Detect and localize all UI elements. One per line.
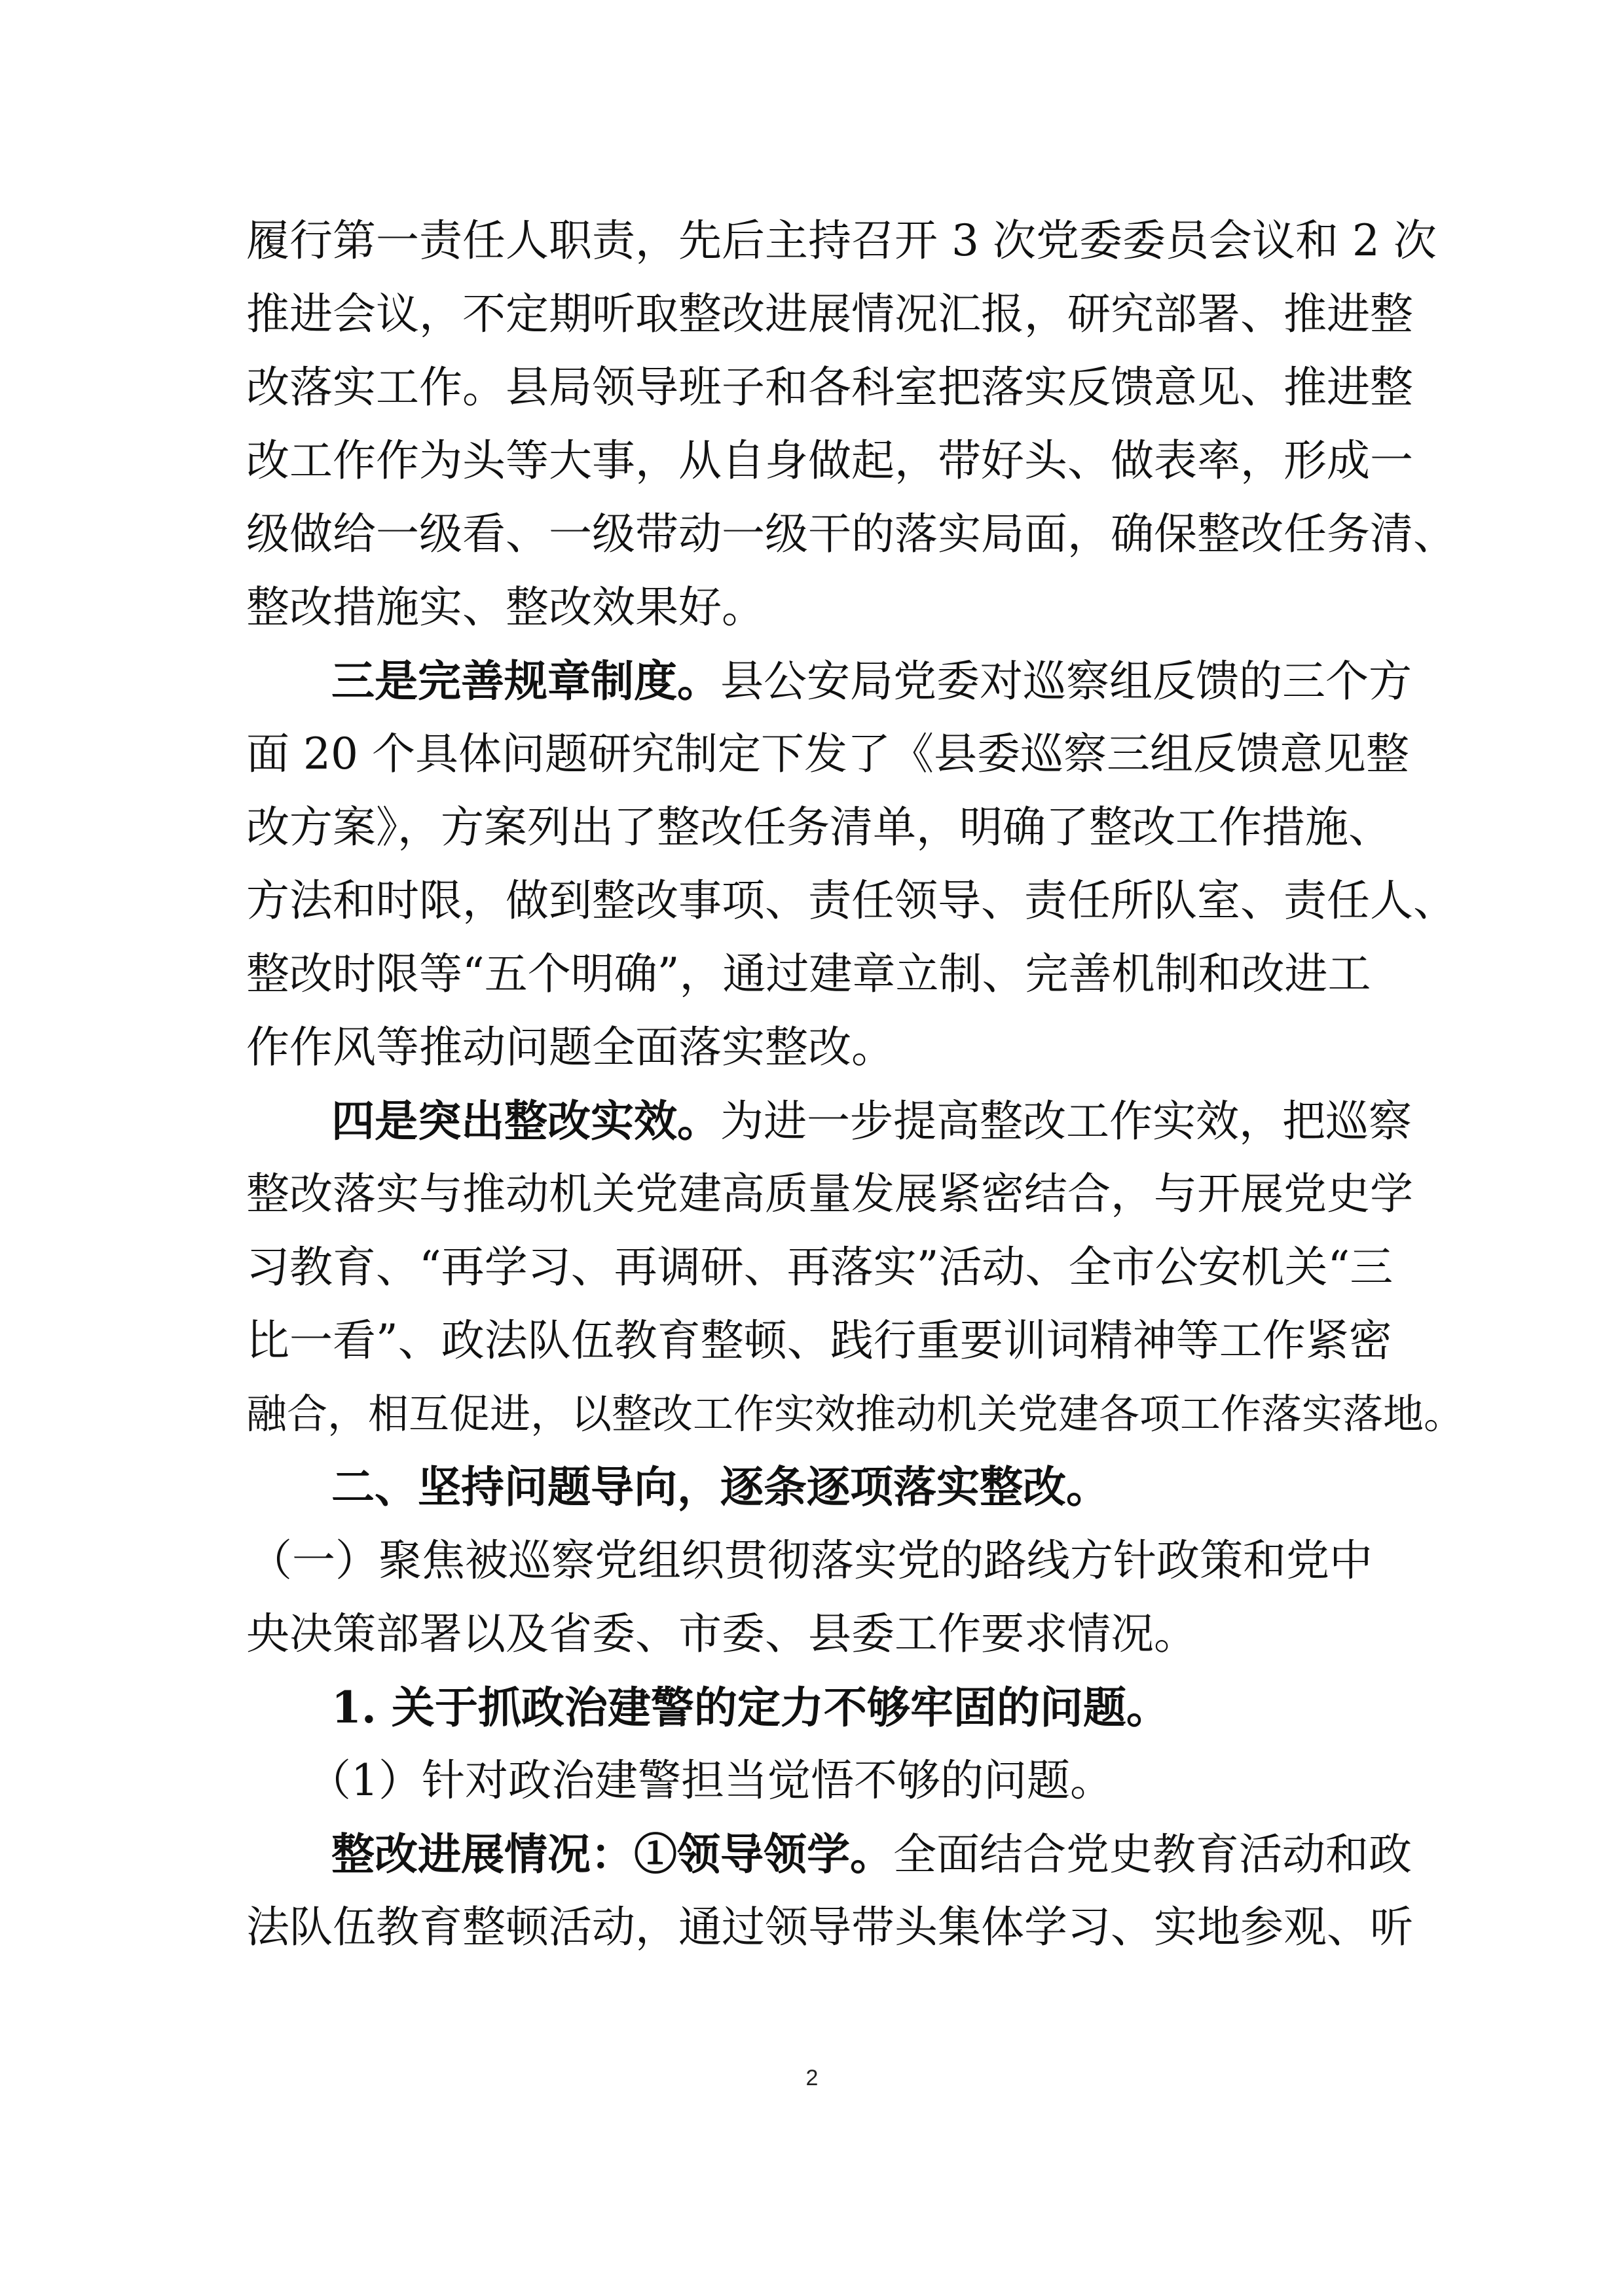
progress-line-1 [331,1828,1412,1881]
paragraph-2-line-5: 整改时限等“五个明确”，通过建章立制、完善机制和改进工 [246,949,1371,999]
paragraph-3-line-2: 整改落实与推动机关党建高质量发展紧密结合，与开展党史学 [246,1169,1413,1219]
progress-line-1-rest: 全面结合党史教育活动和政 [893,1829,1412,1880]
paragraph-2-line-1 [331,655,1412,708]
paragraph-3-line-1-rest: 为进一步提高整改工作实效，把巡察 [720,1096,1412,1146]
paragraph-2-line-3: 改方案》，方案列出了整改任务清单，明确了整改工作措施、 [246,802,1392,852]
paragraph-2-lead: 三是完善规章制度。 [331,655,720,706]
item-1-heading: 1. 关于抓政治建警的定力不够牢固的问题。 [331,1682,1170,1733]
progress-lead: 整改进展情况：①领导领学。 [331,1829,893,1880]
page-number: 2 [805,2066,819,2090]
paragraph-1-line-2: 推进会议，不定期听取整改进展情况汇报，研究部署、推进整 [246,289,1413,339]
paragraph-1-line-5: 级做给一级看、一级带动一级干的落实局面，确保整改任务清、 [246,509,1456,559]
paragraph-3-line-5: 融合，相互促进，以整改工作实效推动机关党建各项工作落实落地。 [246,1390,1465,1438]
paragraph-1-line-6: 整改措施实、整改效果好。 [246,582,765,632]
paragraph-3-line-1 [331,1095,1412,1148]
paragraph-1-line-3: 改落实工作。县局领导班子和各科室把落实反馈意见、推进整 [246,362,1413,412]
paragraph-2-line-1-rest: 县公安局党委对巡察组反馈的三个方 [720,656,1412,706]
paragraph-3-line-4: 比一看”、政法队伍教育整顿、践行重要训词精神等工作紧密 [246,1315,1392,1366]
paragraph-1-line-1: 履行第一责任人职责，先后主持召开 3 次党委委员会议和 2 次 [246,215,1437,266]
subheading-1-line-1: （一）聚焦被巡察党组织贯彻落实党的路线方针政策和党中 [249,1535,1373,1586]
paragraph-2-line-4: 方法和时限，做到整改事项、责任领导、责任所队室、责任人、 [246,875,1456,926]
paragraph-1-line-4: 改工作作为头等大事，从自身做起，带好头、做表率，形成一 [246,435,1413,486]
subheading-1-line-2: 央决策部署以及省委、市委、县委工作要求情况。 [246,1609,1197,1659]
progress-line-2: 法队伍教育整顿活动，通过领导带头集体学习、实地参观、听 [246,1902,1413,1952]
paragraph-3-lead: 四是突出整改实效。 [331,1095,720,1146]
section-heading-2: 二、坚持问题导向，逐条逐项落实整改。 [331,1462,1109,1512]
paragraph-3-line-3: 习教育、“再学习、再调研、再落实”活动、全市公安机关“三 [246,1242,1393,1292]
item-1-1-heading: （1）针对政治建警担当觉悟不够的问题。 [308,1755,1113,1806]
paragraph-2-line-2: 面 20 个具体问题研究制定下发了《县委巡察三组反馈意见整 [246,729,1409,779]
paragraph-2-line-6: 作作风等推动问题全面落实整改。 [246,1022,895,1072]
